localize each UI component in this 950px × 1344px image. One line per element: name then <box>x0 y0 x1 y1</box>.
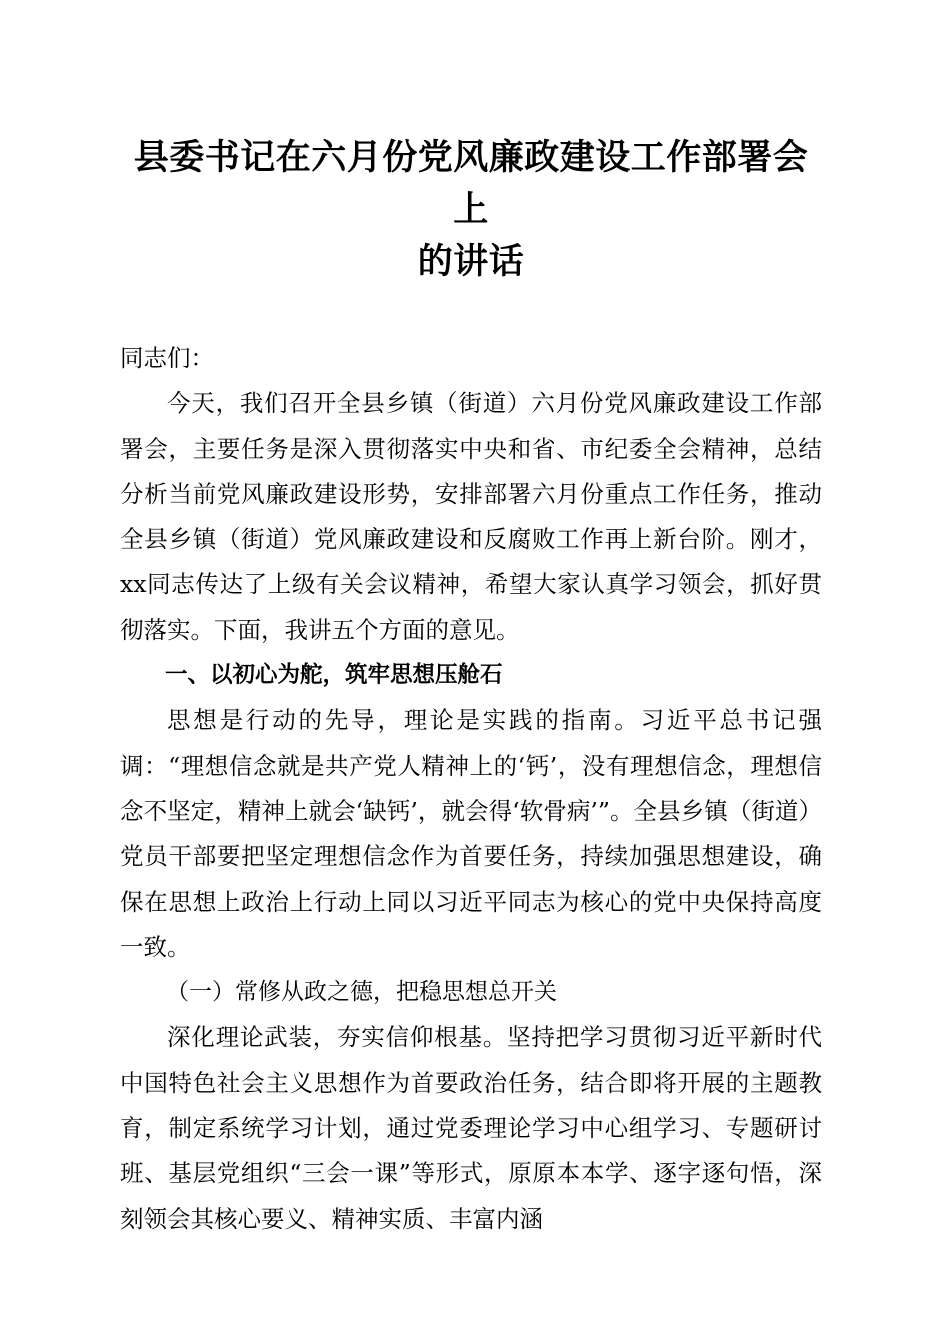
document-body <box>120 336 822 1242</box>
title-line-1: 县委书记在六月份党风廉政建设工作部署会上 <box>133 137 809 230</box>
section-1-paragraph: 思想是行动的先导，理论是实践的指南。习近平总书记强调：“理想信念就是共产党人精神上的‘钙’，没有理想信念，理想信念不坚定，精神上就会‘缺钙’，就会得‘软骨病’”。全县乡镇（街道）党员干部要把坚定理想信念作为首要任务，持续加强思想建设，确保在思想上政治上行动上同以习近平同志为核心的党中央保持高度一致。 <box>120 706 822 961</box>
subsection-1-paragraph: 深化理论武装，夯实信仰根基。坚持把学习贯彻习近平新时代中国特色社会主义思想作为首要政治任务，结合即将开展的主题教育，制定系统学习计划，通过党委理论学习中心组学习、专题研讨班、基层党组织“三会一课”等形式，原原本本学、逐字逐句悟，深刻领会其核心要义、精神实质、丰富内涵 <box>120 1023 822 1233</box>
subsection-heading-1: （一）常修从政之德，把稳思想总开关 <box>166 979 557 1006</box>
title-line-2: 的讲话 <box>417 241 525 282</box>
salutation: 同志们： <box>120 344 214 372</box>
document-title <box>120 132 822 288</box>
section-heading-1: 一、以初心为舵，筑牢思想压舱石 <box>165 662 503 689</box>
intro-paragraph: 今天，我们召开全县乡镇（街道）六月份党风廉政建设工作部署会，主要任务是深入贯彻落实中央和省、市纪委全会精神，总结分析当前党风廉政建设形势，安排部署六月份重点工作任务，推动全县乡镇（街道）党风廉政建设和反腐败工作再上新台阶。刚才，xx同志传达了上级有关会议精神，希望大家认真学习领会，抓好贯彻落实。下面，我讲五个方面的意见。 <box>120 389 822 644</box>
